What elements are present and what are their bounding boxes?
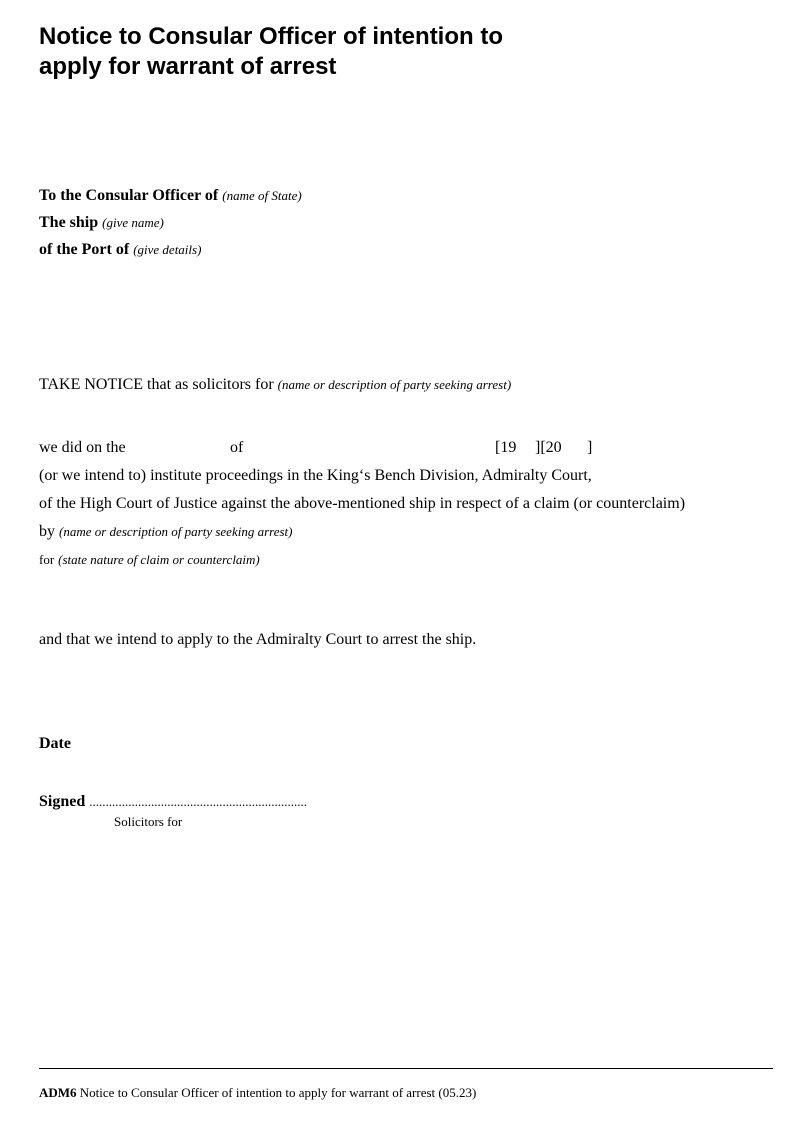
footer-form-code: ADM6 (39, 1085, 77, 1100)
signed-row (39, 793, 307, 811)
port-row (39, 241, 201, 259)
by-label: by (39, 523, 55, 540)
by-row (39, 523, 292, 541)
year-close-bracket: ] (587, 439, 593, 456)
take-notice-text: TAKE NOTICE that as solicitors for (39, 376, 274, 393)
take-notice-row (39, 376, 511, 394)
ship-row (39, 214, 164, 232)
page-title (39, 22, 503, 82)
signed-dotted-line: ................................................................... (89, 794, 307, 809)
footer-text: Notice to Consular Officer of intention to apply for warrant of arrest (05.23) (79, 1085, 477, 1100)
footer (39, 1085, 476, 1101)
title-line-2: apply for warrant of arrest (39, 53, 337, 80)
high-court-line: of the High Court of Justice against the above-mentioned ship in respect of a claim (or counterclaim) (39, 495, 686, 512)
port-hint: (give details) (133, 242, 202, 257)
ship-label: The ship (39, 214, 99, 231)
consular-officer-hint: (name of State) (222, 188, 302, 203)
solicitors-for-label: Solicitors for (114, 814, 183, 829)
consular-officer-label: To the Consular Officer of (39, 187, 219, 204)
date-label: Date (39, 735, 71, 752)
for-hint: (state nature of claim or counterclaim) (58, 552, 260, 567)
year-20-bracket: ][20 (535, 439, 562, 456)
port-label: of the Port of (39, 241, 130, 258)
by-hint: (name or description of party seeking arrest) (59, 524, 293, 539)
footer-divider (39, 1068, 773, 1069)
for-row (39, 551, 260, 569)
of-label: of (230, 439, 244, 456)
intend-arrest-line: and that we intend to apply to the Admiralty Court to arrest the ship. (39, 631, 477, 648)
for-label: for (39, 552, 55, 567)
consular-officer-row (39, 187, 302, 205)
ship-hint: (give name) (102, 215, 164, 230)
title-line-1: Notice to Consular Officer of intention to (39, 23, 503, 50)
take-notice-hint: (name or description of party seeking arrest) (277, 377, 512, 392)
signed-label: Signed (39, 793, 86, 810)
year-19-bracket: [19 (495, 439, 517, 456)
we-did-on-label: we did on the (39, 439, 126, 456)
intend-proceedings-line: (or we intend to) institute proceedings in the King‘s Bench Division, Admiralty Court, (39, 467, 592, 484)
